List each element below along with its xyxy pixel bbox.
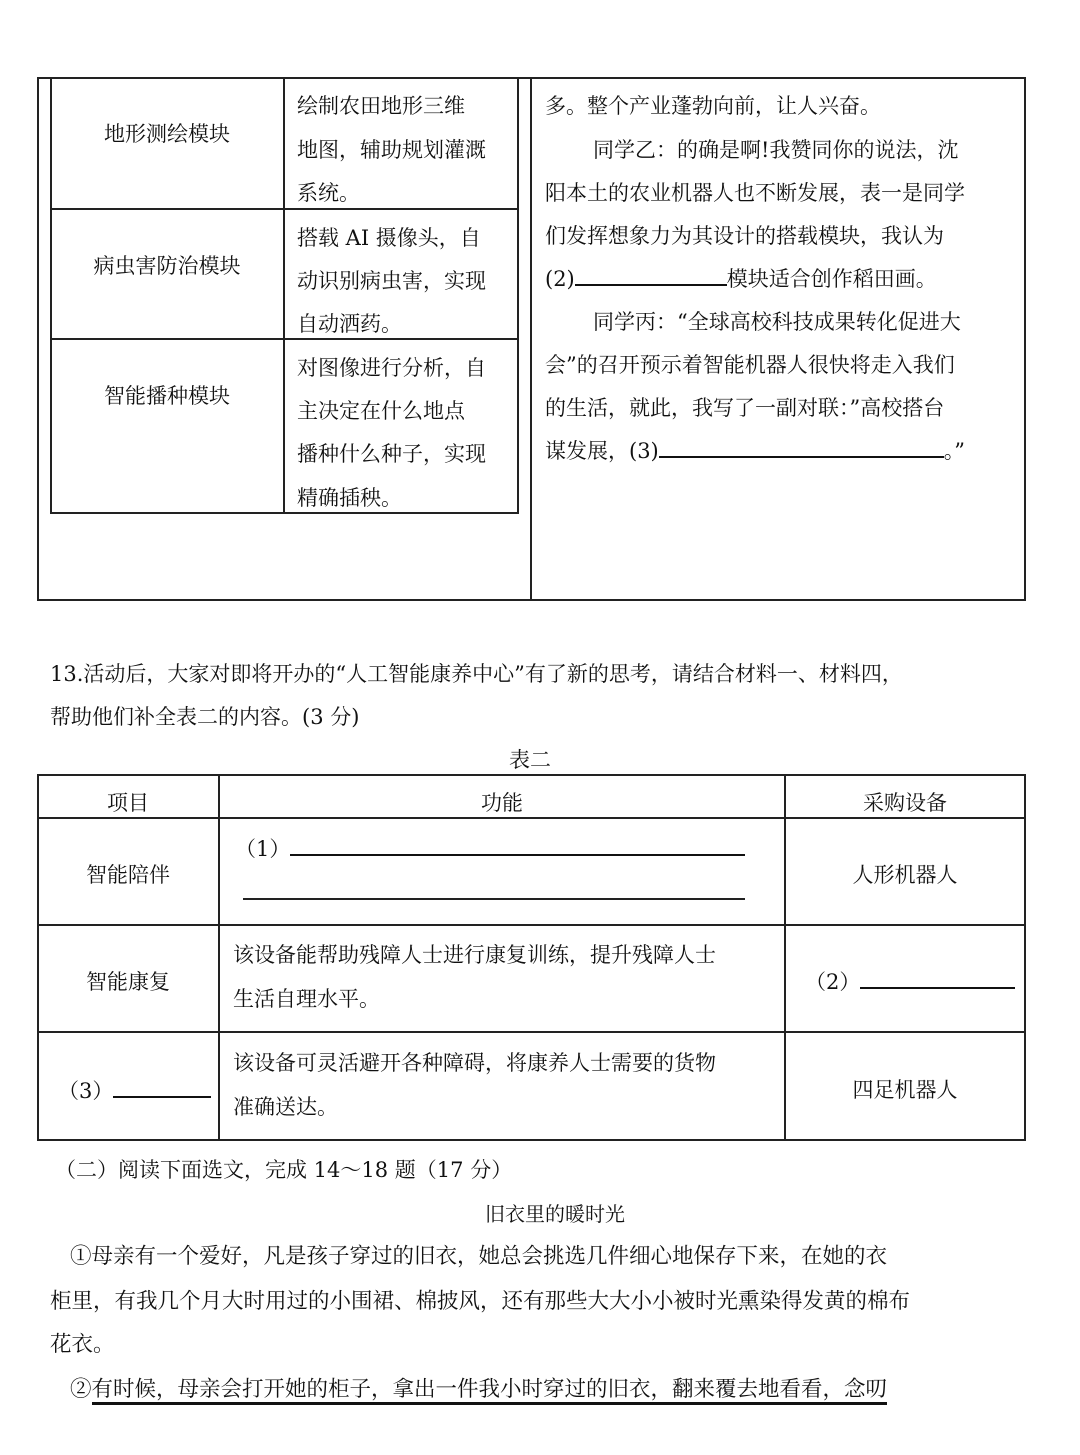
table2-header: 功能 <box>481 791 523 815</box>
paragraph-line: 柜里，有我几个月大时用过的小围裙、棉披风，还有那些大大小小被时光熏染得发黄的棉布 <box>50 1289 911 1314</box>
question-13: 13.活动后，大家对即将开办的“人工智能康养中心”有了新的思考，请结合材料一、材料四， <box>50 662 903 686</box>
table2-col-divider <box>784 774 786 1141</box>
table2-item <box>58 1075 211 1105</box>
answer-blank-3[interactable] <box>659 438 944 458</box>
paragraph-line: ①母亲有一个爱好，凡是孩子穿过的旧衣，她总会挑选几件细心地保存下来，在她的衣 <box>70 1244 888 1269</box>
answer-blank-t2-1b[interactable] <box>243 898 745 900</box>
box-divider <box>530 77 532 601</box>
table2-row-divider <box>37 1031 1026 1033</box>
table2-header: 采购设备 <box>863 791 947 815</box>
dialogue-line <box>545 435 965 465</box>
table1-desc: 系统。 <box>297 181 360 205</box>
table2-device: 人形机器人 <box>852 863 958 887</box>
paragraph-line <box>70 1372 887 1403</box>
table1-desc: 地图，辅助规划灌溉 <box>297 138 486 162</box>
table1-desc: 自动洒药。 <box>297 312 402 336</box>
dialogue-line: 多。整个产业蓬勃向前，让人兴奋。 <box>545 94 881 118</box>
table2-device <box>805 966 1015 996</box>
table2-func: 生活自理水平。 <box>233 987 380 1011</box>
table1-col-divider <box>283 77 285 514</box>
table1-desc: 绘制农田地形三维 <box>297 94 465 118</box>
table2-item: 智能康复 <box>86 970 170 994</box>
table1-module: 地形测绘模块 <box>104 122 230 146</box>
dialogue-line: 们发挥想象力为其设计的搭载模块，我认为 <box>545 224 944 248</box>
blank-label: (2) <box>545 267 575 291</box>
table2-func: 该设备可灵活避开各种障碍，将康养人士需要的货物 <box>233 1051 716 1075</box>
table2-func <box>235 833 745 863</box>
article-title: 旧衣里的暖时光 <box>485 1202 625 1226</box>
answer-blank-t2-1[interactable] <box>290 836 745 856</box>
blank-label: （3） <box>58 1079 114 1103</box>
table2-func: 准确送达。 <box>233 1095 338 1119</box>
table1-row-divider <box>50 338 519 340</box>
table2-caption: 表二 <box>509 748 551 772</box>
underlined-sentence: 有时候，母亲会打开她的柜子，拿出一件我小时穿过的旧衣，翻来覆去地看看，念叨 <box>92 1377 888 1405</box>
blank-label: （1） <box>235 837 291 861</box>
dialogue-text: 谋发展，(3) <box>545 439 659 463</box>
paragraph-line: 花衣。 <box>50 1332 115 1357</box>
dialogue-text: 。” <box>943 439 965 463</box>
dialogue-line: 同学乙：的确是啊!我赞同你的说法，沈 <box>593 138 959 162</box>
dialogue-line: 会”的召开预示着智能机器人很快将走入我们 <box>545 353 955 377</box>
table2-item: 智能陪伴 <box>86 863 170 887</box>
table1-desc: 搭载 AI 摄像头，自 <box>297 226 481 250</box>
answer-blank-2[interactable] <box>575 266 727 286</box>
answer-blank-t2-3[interactable] <box>113 1078 211 1098</box>
table1-desc: 对图像进行分析，自 <box>297 356 486 380</box>
dialogue-line: 的生活，就此，我写了一副对联：”高校搭台 <box>545 396 945 420</box>
table1-desc: 精确插秧。 <box>297 486 402 510</box>
section-heading: （二）阅读下面选文，完成 14～18 题（17 分） <box>55 1158 513 1182</box>
table1-desc: 动识别病虫害，实现 <box>297 269 486 293</box>
blank-label: （2） <box>805 970 861 994</box>
dialogue-line <box>545 263 937 293</box>
table2-row-divider <box>37 817 1026 819</box>
dialogue-line: 同学丙：“全球高校科技成果转化促进大 <box>593 310 961 334</box>
table1-row-divider <box>50 208 519 210</box>
paragraph-number: ② <box>70 1377 92 1402</box>
table2-header: 项目 <box>107 791 149 815</box>
table2-func: 该设备能帮助残障人士进行康复训练，提升残障人士 <box>233 943 716 967</box>
table1-module: 智能播种模块 <box>104 384 230 408</box>
answer-blank-t2-2[interactable] <box>860 969 1015 989</box>
table1-module: 病虫害防治模块 <box>93 254 241 278</box>
table1-desc: 主决定在什么地点 <box>297 399 465 423</box>
dialogue-text: 模块适合创作稻田画。 <box>726 267 937 291</box>
table2-col-divider <box>218 774 220 1141</box>
dialogue-line: 阳本土的农业机器人也不断发展，表一是同学 <box>545 181 965 205</box>
table1-desc: 播种什么种子，实现 <box>297 442 486 466</box>
table2-row-divider <box>37 924 1026 926</box>
table2-device: 四足机器人 <box>852 1078 958 1102</box>
question-13: 帮助他们补全表二的内容。(3 分) <box>50 705 360 729</box>
